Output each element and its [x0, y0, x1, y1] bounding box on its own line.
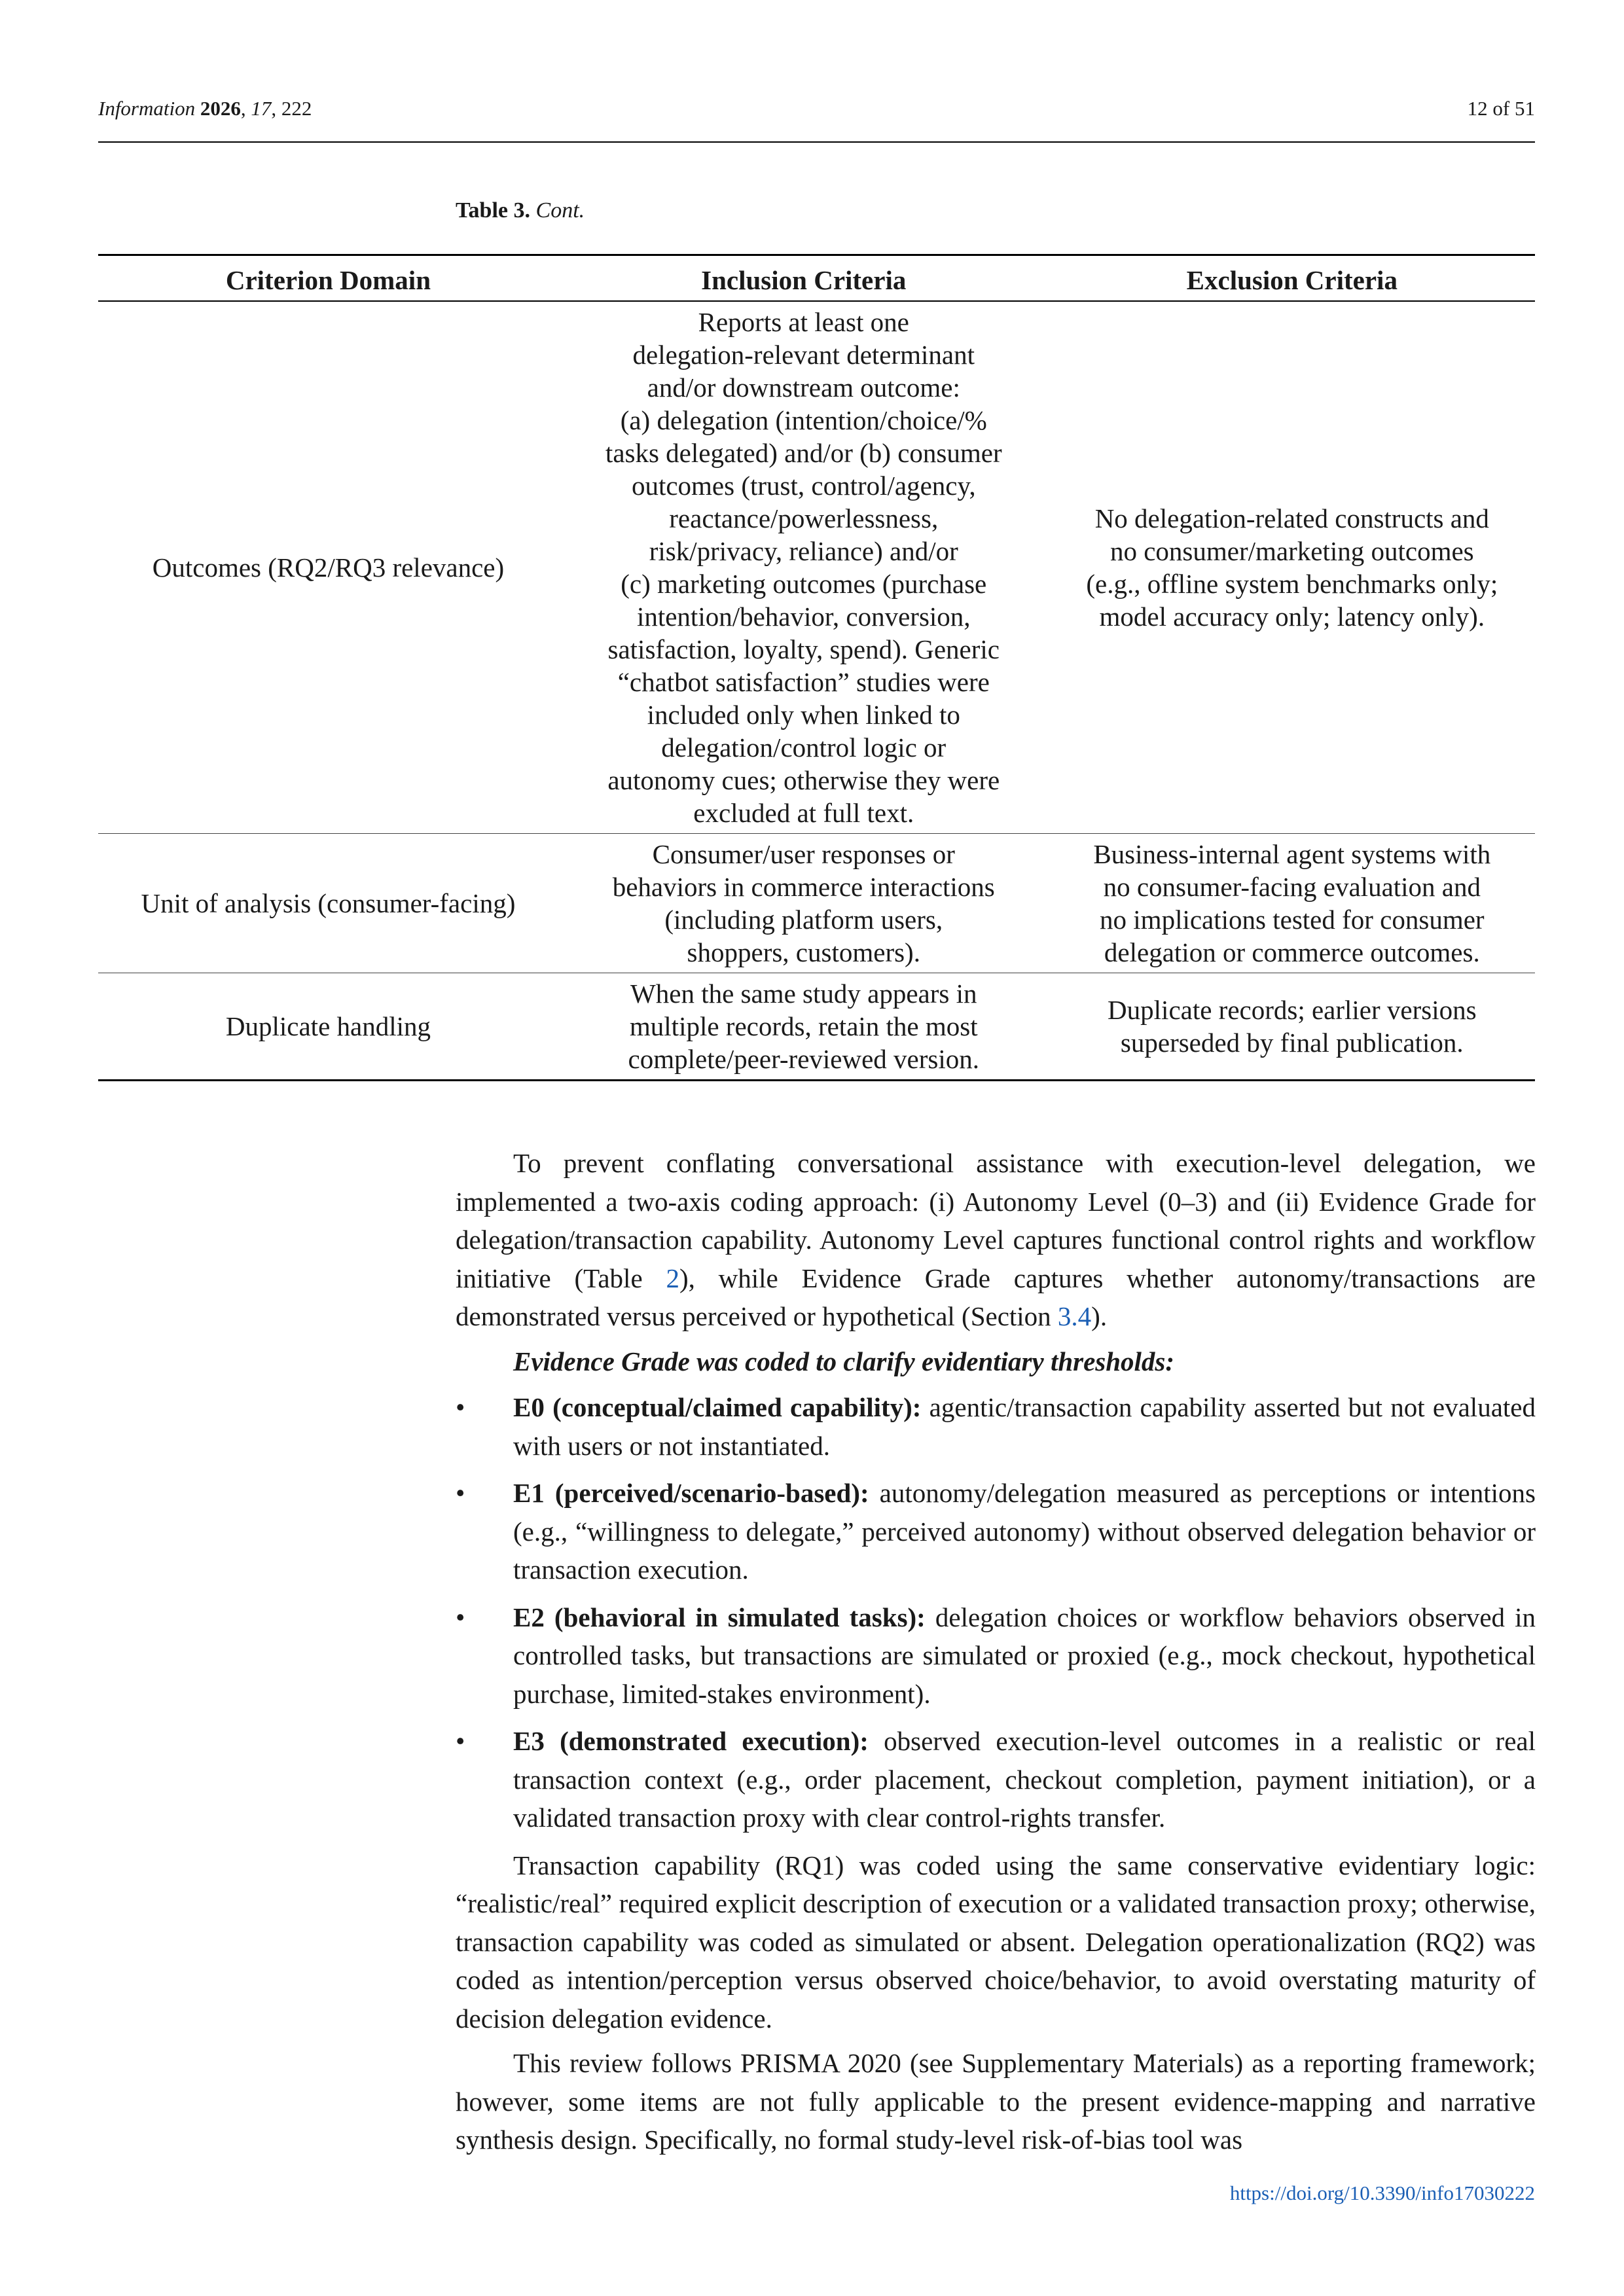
cell-line: model accuracy only; latency only). — [1099, 601, 1485, 632]
cell-line: delegation-relevant determinant — [632, 340, 975, 370]
list-item — [456, 1388, 1536, 1465]
cell-line: complete/peer-reviewed version. — [628, 1044, 979, 1074]
paragraph-text: ), while Evidence Grade captures whether autonomy/transactions are demonstrated versus perceived or hypothetical (Section — [456, 1263, 1536, 1331]
exclusion-criteria-cell — [1049, 834, 1535, 973]
inclusion-criteria-cell — [558, 834, 1049, 973]
cell-line: (a) delegation (intention/choice/% — [620, 405, 987, 435]
grade-term: E2 (behavioral in simulated tasks): — [513, 1602, 926, 1632]
cell-line: superseded by final publication. — [1120, 1028, 1464, 1058]
cell-line: no consumer/marketing outcomes — [1110, 536, 1474, 566]
cell-line: satisfaction, loyalty, spend). Generic — [607, 634, 1000, 664]
list-item — [456, 1598, 1536, 1713]
cell-line: included only when linked to — [647, 700, 960, 730]
table-body — [98, 301, 1535, 1081]
table-caption — [456, 198, 585, 223]
grade-description: observed execution-level outcomes in a realistic or real transaction context (e.g., order placement, checkout completion, payment initiation), or a validated transaction proxy with clear control-rights transfer. — [513, 1726, 1536, 1833]
list-item — [456, 1474, 1536, 1589]
cell-line: Reports at least one — [698, 307, 909, 337]
cell-line: intention/behavior, conversion, — [636, 601, 971, 632]
paragraph-text: To prevent conflating conversational assistance with execution-level delegation, we implemented a two-axis coding approach: (i) Autonomy Level (0–3) and (ii) Evidence Grade for delegation/transaction capability. Autonomy Level captures functional control rights and workflow initiative (Table — [456, 1148, 1536, 1293]
cell-line: (e.g., offline system benchmarks only; — [1086, 569, 1498, 599]
journal-year: 2026 — [200, 97, 241, 120]
cell-line: delegation or commerce outcomes. — [1104, 937, 1480, 967]
inclusion-criteria-cell — [558, 301, 1049, 834]
grade-description: autonomy/delegation measured as perceptions or intentions (e.g., “willingness to delegate,” perceived autonomy) without observed delegation behavior or transaction execution. — [513, 1478, 1536, 1585]
cell-line: no implications tested for consumer — [1100, 905, 1485, 935]
cell-line: and/or downstream outcome: — [647, 372, 960, 403]
cell-line: multiple records, retain the most — [629, 1011, 978, 1041]
cell-line: tasks delegated) and/or (b) consumer — [605, 438, 1002, 468]
bullet-icon: • — [456, 1602, 465, 1632]
table-caption-text: Cont. — [535, 198, 585, 223]
page-number: 12 of 51 — [1467, 97, 1535, 120]
grade-term: E3 (demonstrated execution): — [513, 1726, 869, 1756]
journal-volume: 17 — [251, 97, 272, 120]
cell-line: Duplicate records; earlier versions — [1108, 995, 1477, 1025]
list-item — [456, 1722, 1536, 1837]
paragraph-lead — [456, 1342, 1536, 1381]
page-header — [98, 92, 1535, 143]
cell-line: When the same study appears in — [630, 978, 977, 1009]
exclusion-criteria-cell — [1049, 301, 1535, 834]
exclusion-criteria-cell — [1049, 973, 1535, 1081]
cell-line: (including platform users, — [664, 905, 943, 935]
journal-name: Information — [98, 97, 196, 120]
journal-citation: Information 2026, 17, 222 — [98, 97, 312, 120]
grade-term: E0 (conceptual/claimed capability): — [513, 1392, 922, 1422]
paragraph: Transaction capability (RQ1) was coded using the same conservative evidentiary logic: “realistic/real” required explicit description of execution or a validated transaction proxy; otherwise, transaction capability was coded as simulated or absent. Delegation operationalization (RQ2) was coded as intention/perception versus observed choice/behavior, to avoid overstating maturity of decision delegation evidence. — [456, 1850, 1536, 2034]
cell-line: “chatbot satisfaction” studies were — [617, 667, 990, 697]
cell-line: risk/privacy, reliance) and/or — [649, 536, 958, 566]
grade-term: E1 (perceived/scenario-based): — [513, 1478, 869, 1508]
table-header-row — [98, 255, 1535, 302]
criterion-domain-cell: Outcomes (RQ2/RQ3 relevance) — [98, 301, 558, 834]
table-row — [98, 834, 1535, 973]
criterion-domain-cell: Unit of analysis (consumer-facing) — [98, 834, 558, 973]
column-header: Criterion Domain — [98, 255, 558, 302]
doi-link[interactable]: https://doi.org/10.3390/info17030222 — [1229, 2181, 1535, 2204]
section-reference-link[interactable]: 3.4 — [1057, 1301, 1092, 1331]
criteria-table — [98, 254, 1535, 1081]
cell-line: reactance/powerlessness, — [669, 503, 939, 533]
cell-line: Consumer/user responses or — [652, 839, 955, 869]
inclusion-criteria-cell — [558, 973, 1049, 1081]
cell-line: No delegation-related constructs and — [1094, 503, 1489, 533]
evidence-grade-list — [456, 1388, 1536, 1837]
criterion-domain-cell: Duplicate handling — [98, 973, 558, 1081]
bullet-icon: • — [456, 1478, 465, 1508]
paragraph-text: ). — [1091, 1301, 1108, 1331]
paragraph-text: Evidence Grade was coded to clarify evidentiary thresholds: — [513, 1346, 1175, 1376]
cell-line: delegation/control logic or — [661, 732, 947, 762]
grade-description: delegation choices or workflow behaviors observed in controlled tasks, but transactions are simulated or proxied (e.g., mock checkout, hypothetical purchase, limited-stakes environment). — [513, 1602, 1536, 1709]
body-text — [456, 1144, 1536, 2159]
cell-line: behaviors in commerce interactions — [612, 872, 995, 902]
column-header: Inclusion Criteria — [558, 255, 1049, 302]
cell-line: (c) marketing outcomes (purchase — [621, 569, 987, 599]
bullet-icon: • — [456, 1726, 465, 1756]
cell-line: shoppers, customers). — [687, 937, 920, 967]
cell-line: Business-internal agent systems with — [1093, 839, 1491, 869]
cell-line: no consumer-facing evaluation and — [1103, 872, 1481, 902]
grade-description: agentic/transaction capability asserted but not evaluated with users or not instantiated. — [513, 1392, 1536, 1461]
cell-line: excluded at full text. — [693, 798, 914, 828]
table-row — [98, 301, 1535, 834]
journal-article: 222 — [281, 97, 312, 120]
cell-line: autonomy cues; otherwise they were — [607, 765, 1000, 795]
table-row — [98, 973, 1535, 1081]
column-header: Exclusion Criteria — [1049, 255, 1535, 302]
paragraph: This review follows PRISMA 2020 (see Supplementary Materials) as a reporting framework; however, some items are not fully applicable to the present evidence-mapping and narrative synthesis design. Specifically, no formal study-level risk-of-bias tool was — [456, 2048, 1536, 2155]
table-reference-link[interactable]: 2 — [666, 1263, 679, 1293]
bullet-icon: • — [456, 1392, 465, 1422]
cell-line: outcomes (trust, control/agency, — [631, 471, 976, 501]
table-caption-label: Table 3. — [456, 198, 531, 223]
paragraph — [456, 1144, 1536, 1336]
